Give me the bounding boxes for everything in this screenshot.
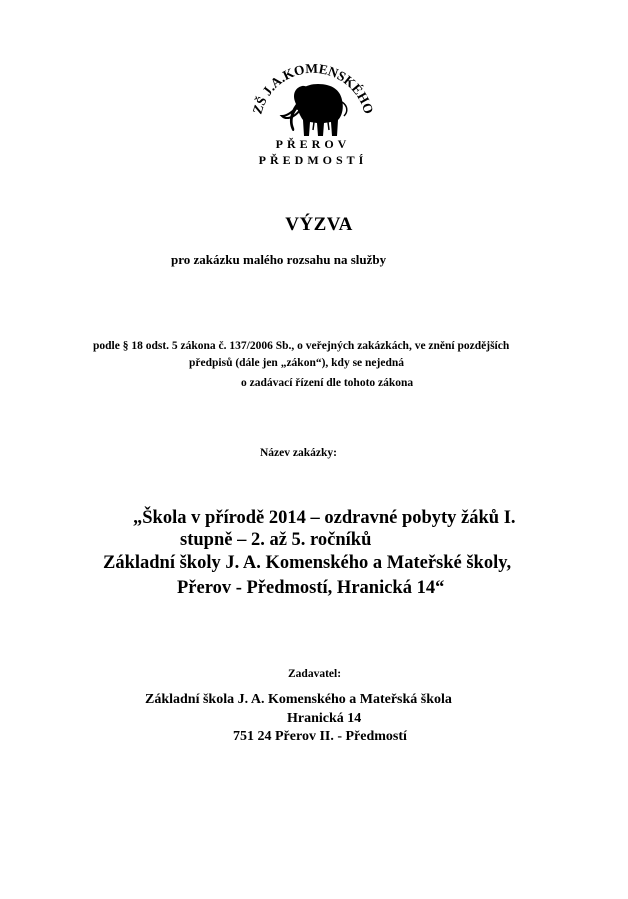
contracting-authority-street: Hranická 14 [287,711,362,726]
legal-basis-line1: podle § 18 odst. 5 zákona č. 137/2006 Sb., o veřejných zakázkách, ve znění pozdějších [93,340,510,352]
contract-name-line2: stupně – 2. až 5. ročníků [180,530,372,550]
legal-basis-line3: o zadávací řízení dle tohoto zákona [241,377,414,389]
contracting-authority-city: 751 24 Přerov II. - Předmostí [233,729,407,744]
logo-city-line2: PŘEDMOSTÍ [258,153,368,167]
contract-name-label: Název zakázky: [260,447,337,459]
contract-name-line4: Přerov - Předmostí, Hranická 14“ [177,578,445,598]
logo-arc-text: ZŠ J.A.KOMENSKÉHO [249,60,377,116]
document-subtitle: pro zakázku malého rozsahu na služby [171,252,387,267]
contracting-authority-name: Základní škola J. A. Komenského a Mateřská škola [145,692,452,707]
contract-name-line1: „Škola v přírodě 2014 – ozdravné pobyty žáků I. [133,508,516,528]
contracting-authority-label: Zadavatel: [288,668,342,680]
legal-basis-line2: předpisů (dále jen „zákon“), kdy se nejedná [189,357,405,369]
logo-city-line1: PŘEROV [275,137,351,151]
school-logo [238,48,388,178]
document-title: VÝZVA [285,214,353,235]
mammoth-icon [282,84,347,136]
contract-name-line3: Základní školy J. A. Komenského a Mateřské školy, [103,553,512,573]
logo-mark [238,48,388,148]
